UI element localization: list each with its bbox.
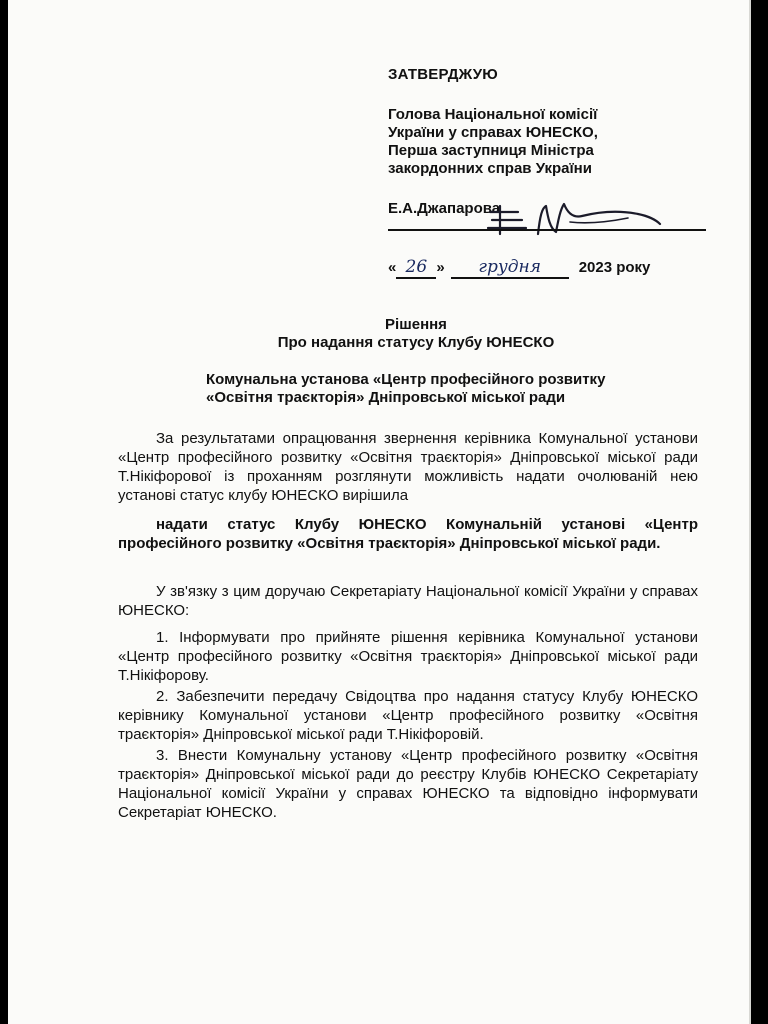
document-page — [8, 0, 751, 1024]
approver-position-line: Перша заступниця Міністра — [388, 142, 594, 159]
approver-position — [388, 106, 718, 178]
date-day: 26 — [405, 257, 428, 277]
approver-position-line: Голова Національної комісії — [388, 106, 598, 123]
date-day-field — [396, 257, 436, 279]
date-month: грудня — [478, 257, 541, 277]
date-close-quote: » — [436, 259, 445, 276]
date-open-quote: « — [388, 259, 397, 276]
decision-subject: Комунальна установа «Центр професійного розвитку «Освітня траєкторія» Дніпровської міської ради — [206, 371, 606, 406]
handwritten-signature — [478, 198, 678, 240]
date-month-field — [451, 257, 569, 279]
body-paragraph: За результатами опрацювання звернення керівника Комунальної установи «Центр професійного розвитку «Освітня траєкторія» Дніпровської міської ради Т.Нікіфорової із проханням розглянути можливість надати очолюваній нею установі статус клубу ЮНЕСКО вирішила — [118, 430, 698, 504]
body-paragraph: У зв'язку з цим доручаю Секретаріату Національної комісії України у справах ЮНЕСКО: — [118, 583, 698, 619]
decision-title: Рішення — [385, 316, 447, 333]
decision-subtitle: Про надання статусу Клубу ЮНЕСКО — [277, 334, 555, 351]
decision-statement: надати статус Клубу ЮНЕСКО Комунальній установі «Центр професійного розвитку «Освітня траєкторія» Дніпровської міської ради. — [118, 516, 698, 552]
approval-date — [388, 257, 708, 279]
approver-position-line: України у справах ЮНЕСКО, — [388, 124, 598, 141]
approver-position-line: закордонних справ України — [388, 160, 592, 177]
approval-heading: ЗАТВЕРДЖУЮ — [388, 66, 498, 83]
approval-block — [388, 66, 718, 218]
instruction-item: 3. Внести Комунальну установу «Центр професійного розвитку «Освітня траєкторія» Дніпровської міської ради до реєстру Клубів ЮНЕСКО Секретаріату Національної комісії України у справах ЮНЕСКО та відповідно інформувати Секретаріат ЮНЕСКО. — [118, 747, 698, 821]
instruction-item: 2. Забезпечити передачу Свідоцтва про надання статусу Клубу ЮНЕСКО керівнику Комунальної установи «Центр професійного розвитку «Освітня траєкторія» Дніпровської міської ради Т.Нікіфоровій. — [118, 688, 698, 743]
signer-name: Е.А.Джапарова — [388, 200, 501, 217]
instruction-item: 1. Інформувати про прийняте рішення керівника Комунальної установи «Центр професійного розвитку «Освітня траєкторія» Дніпровської міської ради Т.Нікіфорову. — [118, 629, 698, 684]
date-year: 2023 року — [578, 259, 651, 276]
signature-line — [388, 229, 706, 231]
